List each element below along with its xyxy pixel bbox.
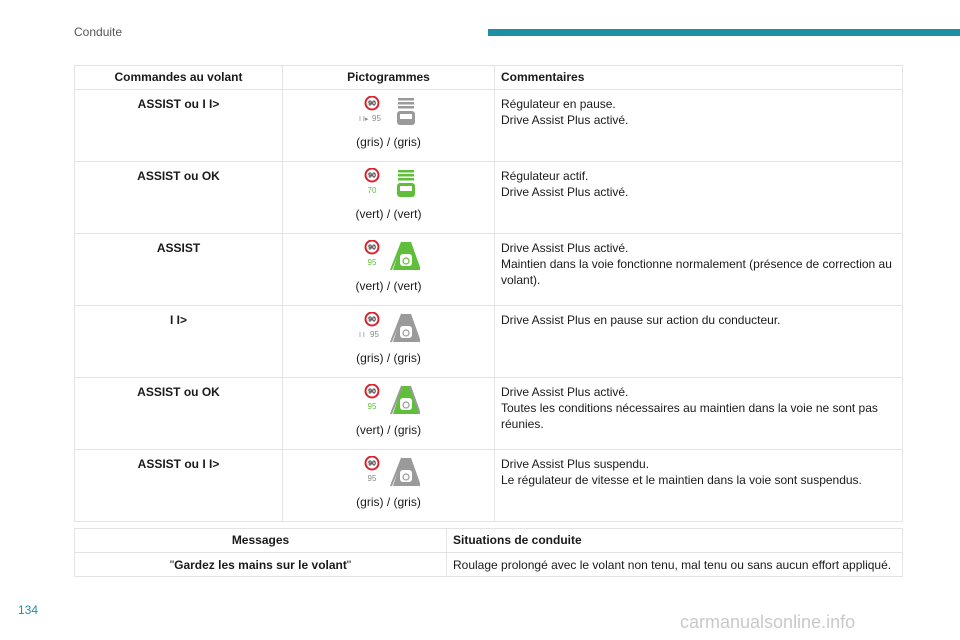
set-speed-text: 70 bbox=[367, 186, 376, 195]
message-text: Gardez les mains sur le volant bbox=[174, 558, 347, 572]
comment-cell bbox=[495, 450, 903, 522]
cruise-pause-lane-icon bbox=[358, 96, 420, 128]
column-header: Commentaires bbox=[495, 66, 903, 90]
comment-line: Drive Assist Plus activé. bbox=[501, 241, 629, 255]
command-cell: ASSIST bbox=[75, 234, 283, 306]
lane-keeping-active-icon bbox=[358, 240, 420, 272]
pictogram-cell bbox=[283, 162, 495, 234]
speed-limit-text: 90 bbox=[367, 244, 376, 252]
comment-line: Drive Assist Plus suspendu. bbox=[501, 457, 650, 471]
drive-assist-paused-icon bbox=[358, 312, 420, 344]
pictogram-caption: (gris) / (gris) bbox=[356, 351, 421, 365]
set-speed-text: 95 bbox=[367, 474, 376, 483]
comment-line: Le régulateur de vitesse et le maintien dans la voie sont suspendus. bbox=[501, 473, 862, 487]
pictogram-cell bbox=[283, 378, 495, 450]
comment-line: Régulateur actif. bbox=[501, 169, 589, 183]
speed-limit-text: 90 bbox=[367, 460, 376, 468]
table-row bbox=[75, 306, 903, 378]
page-number: 134 bbox=[18, 603, 39, 617]
controls-table bbox=[74, 65, 903, 522]
table-row bbox=[75, 90, 903, 162]
command-cell: ASSIST ou I I> bbox=[75, 450, 283, 522]
command-cell: ASSIST ou OK bbox=[75, 162, 283, 234]
watermark: carmanualsonline.info bbox=[680, 612, 856, 632]
table-row bbox=[75, 450, 903, 522]
comment-line: Régulateur en pause. bbox=[501, 97, 616, 111]
drive-assist-suspended-icon bbox=[358, 456, 420, 488]
pictogram-caption: (vert) / (vert) bbox=[355, 207, 422, 221]
comment-cell bbox=[495, 378, 903, 450]
comment-line: Drive Assist Plus en pause sur action du conducteur. bbox=[501, 313, 781, 327]
cruise-active-lane-icon bbox=[358, 168, 420, 200]
quote-mark: " bbox=[346, 558, 352, 572]
set-speed-text: 95 bbox=[371, 114, 381, 123]
pictogram-caption: (gris) / (gris) bbox=[356, 135, 421, 149]
quote-mark: " bbox=[169, 558, 175, 572]
pause-mark-text: I I▸ bbox=[358, 116, 368, 123]
set-speed-text: 95 bbox=[367, 258, 376, 267]
section-title: Conduite bbox=[74, 25, 123, 39]
situation-cell: Roulage prolongé avec le volant non tenu, mal tenu ou sans aucun effort appliqué. bbox=[447, 553, 903, 577]
comment-line: Toutes les conditions nécessaires au maintien dans la voie ne sont pas réunies. bbox=[501, 401, 878, 431]
table-row bbox=[75, 378, 903, 450]
pictogram-caption: (vert) / (gris) bbox=[355, 423, 422, 437]
message-cell bbox=[75, 553, 447, 577]
speed-limit-text: 90 bbox=[367, 388, 376, 396]
speed-limit-text: 90 bbox=[367, 100, 376, 108]
table-header-row bbox=[75, 529, 903, 553]
pause-mark-text: I I bbox=[358, 332, 365, 339]
comment-line: Drive Assist Plus activé. bbox=[501, 113, 629, 127]
messages-table bbox=[74, 528, 903, 577]
column-header: Commandes au volant bbox=[75, 66, 283, 90]
speed-limit-text: 90 bbox=[367, 316, 376, 324]
comment-cell bbox=[495, 162, 903, 234]
comment-cell bbox=[495, 234, 903, 306]
comment-cell bbox=[495, 90, 903, 162]
header-accent-bar bbox=[488, 29, 960, 36]
comment-line: Drive Assist Plus activé. bbox=[501, 185, 629, 199]
table-row bbox=[75, 234, 903, 306]
set-speed-text: 95 bbox=[369, 330, 379, 339]
comment-line: Maintien dans la voie fonctionne normalement (présence de correction au volant). bbox=[501, 257, 892, 287]
pictogram-cell bbox=[283, 306, 495, 378]
lane-keeping-unavailable-icon bbox=[358, 384, 420, 416]
pictogram-cell bbox=[283, 234, 495, 306]
command-cell: ASSIST ou OK bbox=[75, 378, 283, 450]
speed-limit-text: 90 bbox=[367, 172, 376, 180]
pictogram-caption: (gris) / (gris) bbox=[356, 495, 421, 509]
column-header: Messages bbox=[75, 529, 447, 553]
table-row bbox=[75, 162, 903, 234]
pictogram-caption: (vert) / (vert) bbox=[355, 279, 422, 293]
command-cell: I I> bbox=[75, 306, 283, 378]
pictogram-cell bbox=[283, 90, 495, 162]
pictogram-cell bbox=[283, 450, 495, 522]
command-cell: ASSIST ou I I> bbox=[75, 90, 283, 162]
comment-cell bbox=[495, 306, 903, 378]
column-header: Situations de conduite bbox=[447, 529, 903, 553]
comment-line: Drive Assist Plus activé. bbox=[501, 385, 629, 399]
set-speed-text: 95 bbox=[367, 402, 376, 411]
table-header-row bbox=[75, 66, 903, 90]
column-header: Pictogrammes bbox=[283, 66, 495, 90]
table-row bbox=[75, 553, 903, 577]
